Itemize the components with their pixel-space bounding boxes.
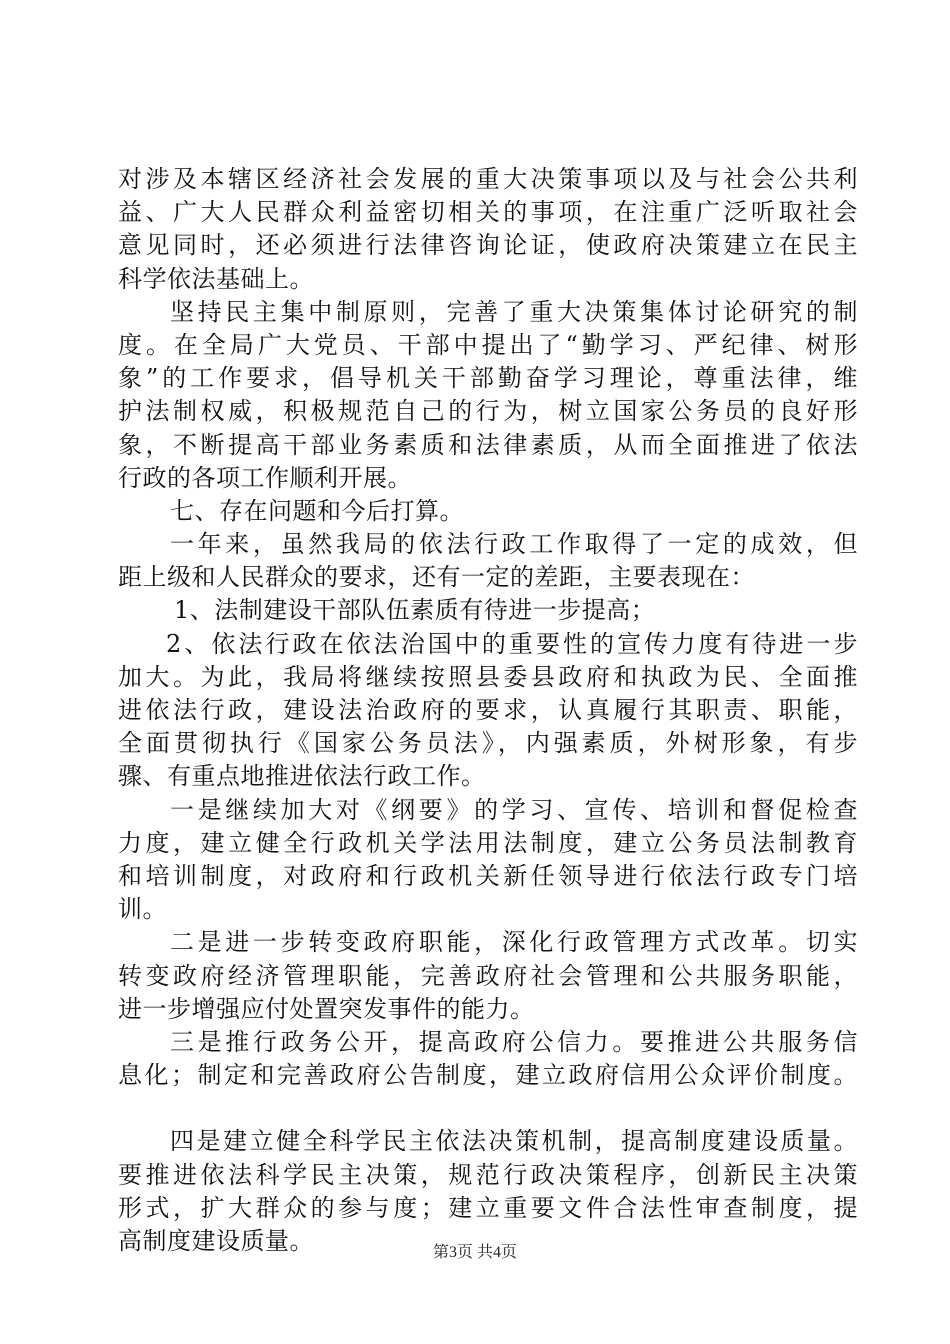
text-line: 进一步增强应付处置突发事件的能力。	[118, 994, 535, 1023]
text-line: 七、存在问题和今后打算。	[170, 496, 464, 525]
paragraph-gap	[118, 1092, 858, 1125]
text-line: 2、依法行政在依法治国中的重要性的宣传力度有待进一步	[166, 629, 858, 658]
text-line: 四是建立健全科学民主依法决策机制，提高制度建设质量。	[170, 1127, 858, 1156]
text-line: 距上级和人民群众的要求，还有一定的差距，主要表现在：	[118, 563, 755, 592]
text-line: 骤、有重点地推进依法行政工作。	[118, 762, 486, 791]
text-line: 意见同时，还必须进行法律咨询论证，使政府决策建立在民主	[118, 231, 858, 260]
text-line: 护法制权威，积极规范自己的行为，树立国家公务员的良好形	[118, 397, 858, 426]
text-line: 1、法制建设干部队伍素质有待进一步提高；	[174, 596, 656, 625]
text-line: 二是进一步转变政府职能，深化行政管理方式改革。切实	[170, 928, 858, 957]
text-line: 一是继续加大对《纲要》的学习、宣传、培训和督促检查	[170, 795, 858, 824]
text-line: 三是推行政务公开，提高政府公信力。要推进公共服务信	[170, 1027, 858, 1056]
text-line: 全面贯彻执行《国家公务员法》，内强素质，外树形象，有步	[118, 729, 858, 758]
text-line: 加大。为此，我局将继续按照县委县政府和执政为民、全面推	[118, 662, 858, 691]
text-line: 行政的各项工作顺利开展。	[118, 463, 412, 492]
text-line: 一年来，虽然我局的依法行政工作取得了一定的成效，但	[170, 530, 858, 559]
text-line: 度。在全局广大党员、干部中提出了“勤学习、严纪律、树形	[118, 330, 858, 359]
text-line: 要推进依法科学民主决策，规范行政决策程序，创新民主决策	[118, 1160, 858, 1189]
text-line: 象，不断提高干部业务素质和法律素质，从而全面推进了依法	[118, 430, 858, 459]
text-line: 形式，扩大群众的参与度；建立重要文件合法性审查制度，提	[118, 1193, 858, 1222]
text-line: 转变政府经济管理职能，完善政府社会管理和公共服务职能，	[118, 961, 858, 990]
text-line: 坚持民主集中制原则，完善了重大决策集体讨论研究的制	[170, 297, 858, 326]
text-line: 科学依法基础上。	[118, 264, 314, 293]
text-line: 力度，建立健全行政机关学法用法制度，建立公务员法制教育	[118, 828, 858, 857]
text-line: 训。	[118, 895, 167, 924]
text-line: 进依法行政，建设法治政府的要求，认真履行其职责、职能，	[118, 696, 858, 724]
text-line: 益、广大人民群众利益密切相关的事项，在注重广泛听取社会	[118, 198, 858, 227]
text-line: 息化；制定和完善政府公告制度，建立政府信用公众评价制度。	[118, 1061, 858, 1090]
text-line: 和培训制度，对政府和行政机关新任领导进行依法行政专门培	[118, 861, 858, 890]
text-line: 高制度建设质量。	[118, 1227, 314, 1255]
text-line: 对涉及本辖区经济社会发展的重大决策事项以及与社会公共利	[118, 165, 858, 193]
page-footer: 第3页 共4页	[432, 1244, 517, 1261]
text-line: 象”的工作要求，倡导机关干部勤奋学习理论，尊重法律，维	[118, 364, 858, 393]
document-body	[118, 163, 858, 1258]
